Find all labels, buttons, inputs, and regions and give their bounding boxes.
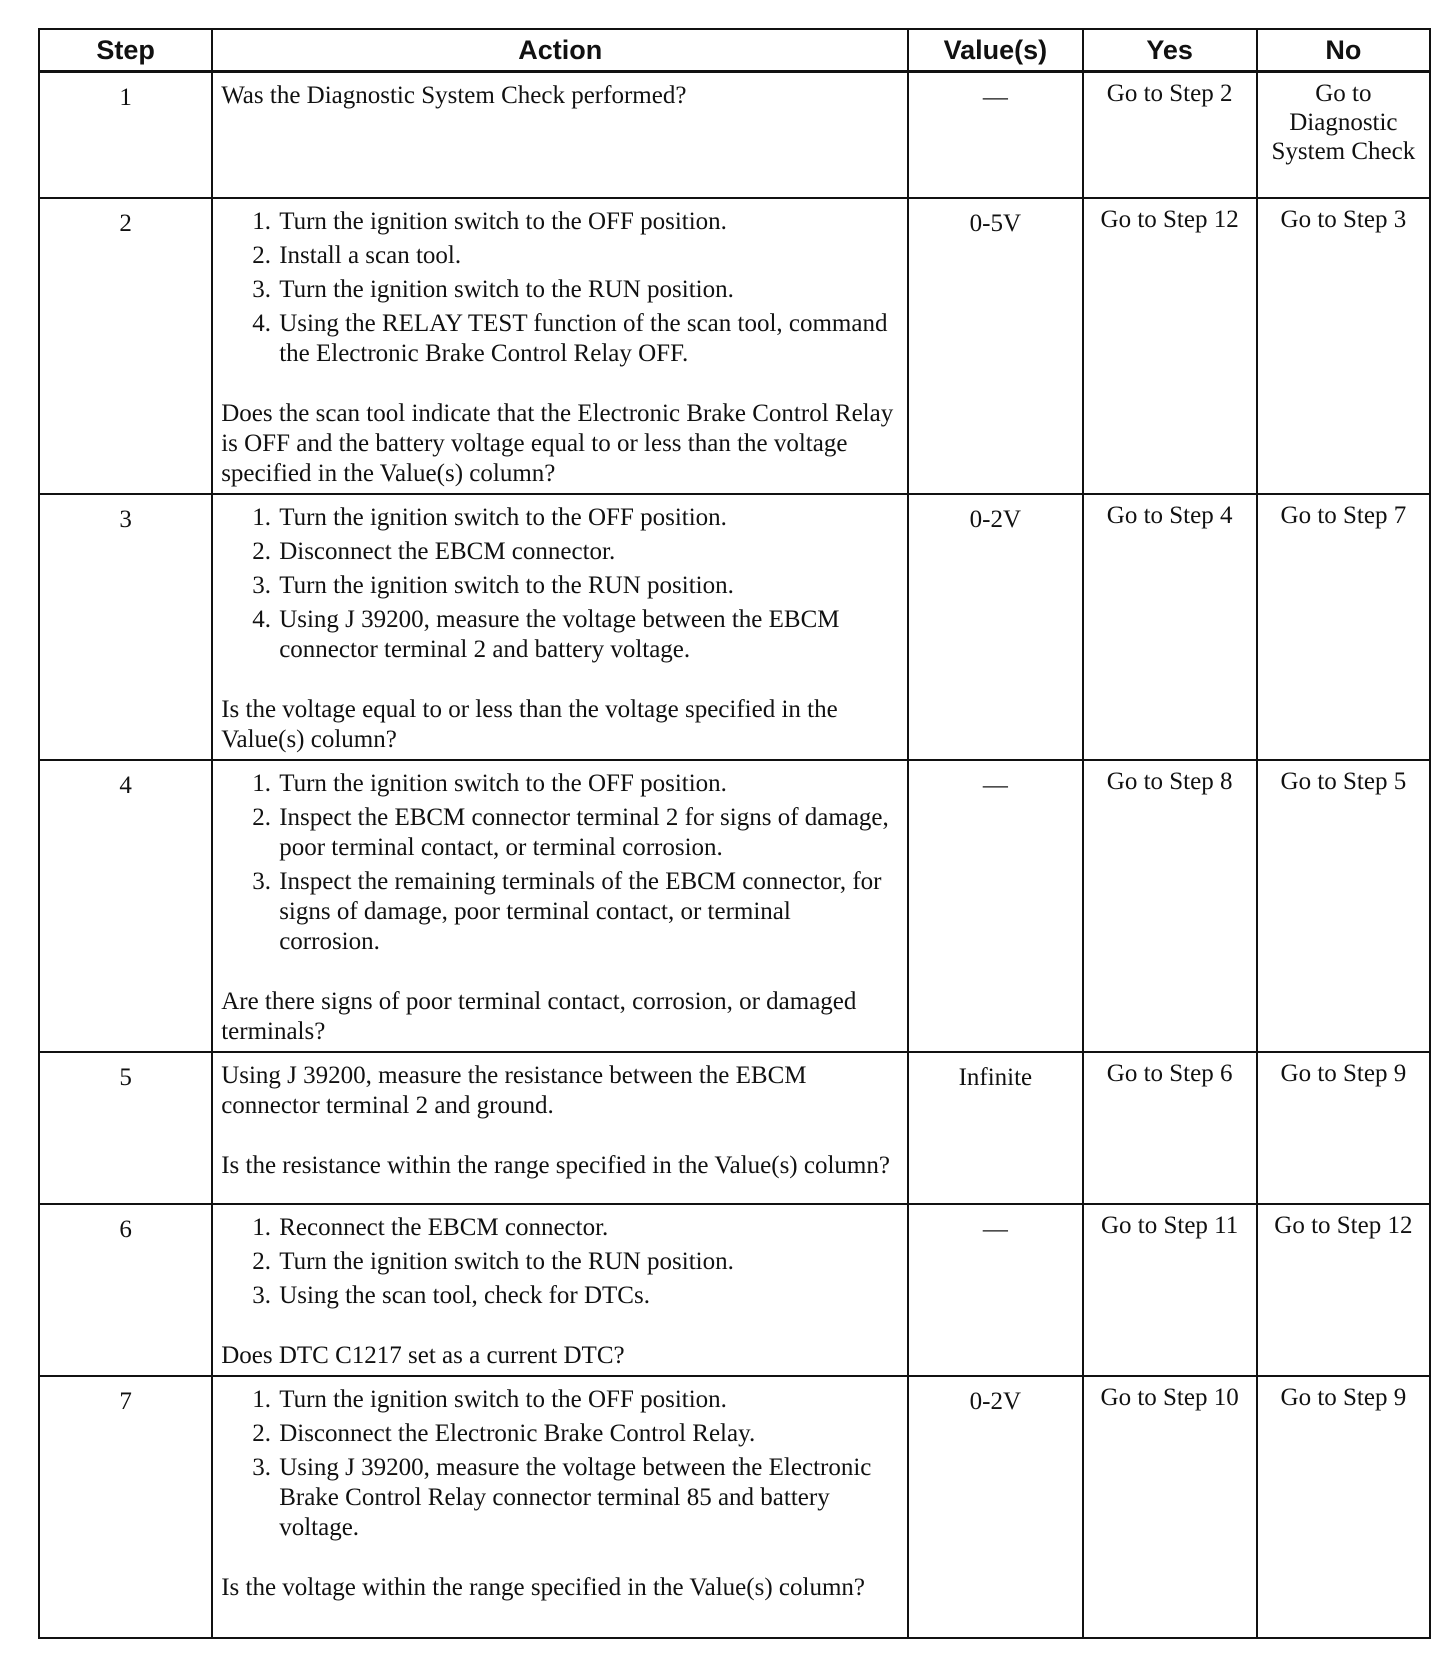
no-cell: Go to Step 7 bbox=[1257, 494, 1430, 760]
step-number: 4 bbox=[39, 760, 212, 1052]
procedure-list bbox=[221, 207, 897, 369]
step-number: 2 bbox=[39, 198, 212, 494]
action-cell bbox=[212, 72, 908, 198]
action-question: Is the voltage within the range specified in the Value(s) column? bbox=[221, 1573, 865, 1601]
value-cell: — bbox=[908, 1204, 1082, 1376]
step-number: 7 bbox=[39, 1376, 212, 1638]
table-row bbox=[39, 198, 1430, 494]
header-step: Step bbox=[39, 29, 212, 72]
action-question: Is the resistance within the range specified in the Value(s) column? bbox=[221, 1151, 890, 1179]
action-instruction: Using J 39200, measure the resistance between the EBCM connector terminal 2 and ground. bbox=[221, 1061, 807, 1119]
step-number: 1 bbox=[39, 72, 212, 198]
action-cell bbox=[212, 198, 908, 494]
procedure-item: 3. Using the scan tool, check for DTCs. bbox=[277, 1281, 897, 1311]
procedure-item: 3. Using J 39200, measure the voltage between the Electronic Brake Control Relay connector terminal 85 and battery voltage. bbox=[277, 1453, 897, 1543]
action-question: Does the scan tool indicate that the Electronic Brake Control Relay is OFF and the battery voltage equal to or less than the voltage specified in the Value(s) column? bbox=[221, 399, 894, 487]
value-cell: Infinite bbox=[908, 1052, 1082, 1204]
no-cell: Go to Step 5 bbox=[1257, 760, 1430, 1052]
no-cell: Go to Step 9 bbox=[1257, 1052, 1430, 1204]
no-cell: Go to Diagnostic System Check bbox=[1257, 72, 1430, 198]
yes-cell: Go to Step 8 bbox=[1083, 760, 1257, 1052]
header-values: Value(s) bbox=[908, 29, 1082, 72]
table-row bbox=[39, 72, 1430, 198]
yes-cell: Go to Step 10 bbox=[1083, 1376, 1257, 1638]
value-cell: 0-2V bbox=[908, 494, 1082, 760]
no-cell: Go to Step 12 bbox=[1257, 1204, 1430, 1376]
procedure-item: 2. Turn the ignition switch to the RUN position. bbox=[277, 1247, 897, 1277]
table-row bbox=[39, 1204, 1430, 1376]
table-row bbox=[39, 1376, 1430, 1638]
procedure-item: 3. Turn the ignition switch to the RUN position. bbox=[277, 571, 897, 601]
procedure-list bbox=[221, 769, 897, 957]
procedure-item: 3. Turn the ignition switch to the RUN position. bbox=[277, 275, 897, 305]
procedure-item: 1. Turn the ignition switch to the OFF position. bbox=[277, 207, 897, 237]
table-row bbox=[39, 760, 1430, 1052]
action-cell bbox=[212, 1052, 908, 1204]
value-cell: 0-5V bbox=[908, 198, 1082, 494]
procedure-item: 2. Disconnect the Electronic Brake Control Relay. bbox=[277, 1419, 897, 1449]
procedure-item: 2. Disconnect the EBCM connector. bbox=[277, 537, 897, 567]
header-action: Action bbox=[212, 29, 908, 72]
action-question: Was the Diagnostic System Check performed? bbox=[221, 82, 687, 109]
step-number: 3 bbox=[39, 494, 212, 760]
yes-cell: Go to Step 11 bbox=[1083, 1204, 1257, 1376]
procedure-item: 1. Turn the ignition switch to the OFF position. bbox=[277, 1385, 897, 1415]
no-cell: Go to Step 3 bbox=[1257, 198, 1430, 494]
action-cell bbox=[212, 1204, 908, 1376]
procedure-item: 3. Inspect the remaining terminals of the EBCM connector, for signs of damage, poor terminal contact, or terminal corrosion. bbox=[277, 867, 897, 957]
action-question: Are there signs of poor terminal contact, corrosion, or damaged terminals? bbox=[221, 987, 857, 1045]
procedure-list bbox=[221, 1385, 897, 1543]
yes-cell: Go to Step 2 bbox=[1083, 72, 1257, 198]
table-header-row bbox=[39, 29, 1430, 72]
step-number: 6 bbox=[39, 1204, 212, 1376]
table-row bbox=[39, 1052, 1430, 1204]
header-no: No bbox=[1257, 29, 1430, 72]
action-question: Does DTC C1217 set as a current DTC? bbox=[221, 1341, 625, 1369]
diagnostic-table bbox=[38, 28, 1431, 1639]
header-yes: Yes bbox=[1083, 29, 1257, 72]
table-row bbox=[39, 494, 1430, 760]
procedure-list bbox=[221, 1213, 897, 1311]
procedure-item: 4. Using J 39200, measure the voltage between the EBCM connector terminal 2 and battery voltage. bbox=[277, 605, 897, 665]
action-cell bbox=[212, 760, 908, 1052]
procedure-item: 1. Reconnect the EBCM connector. bbox=[277, 1213, 897, 1243]
action-question: Is the voltage equal to or less than the voltage specified in the Value(s) column? bbox=[221, 695, 838, 753]
action-cell bbox=[212, 1376, 908, 1638]
value-cell: — bbox=[908, 72, 1082, 198]
step-number: 5 bbox=[39, 1052, 212, 1204]
procedure-item: 1. Turn the ignition switch to the OFF position. bbox=[277, 769, 897, 799]
procedure-list bbox=[221, 503, 897, 665]
value-cell: 0-2V bbox=[908, 1376, 1082, 1638]
procedure-item: 2. Inspect the EBCM connector terminal 2 for signs of damage, poor terminal contact, or terminal corrosion. bbox=[277, 803, 897, 863]
yes-cell: Go to Step 12 bbox=[1083, 198, 1257, 494]
action-cell bbox=[212, 494, 908, 760]
yes-cell: Go to Step 6 bbox=[1083, 1052, 1257, 1204]
procedure-item: 2. Install a scan tool. bbox=[277, 241, 897, 271]
value-cell: — bbox=[908, 760, 1082, 1052]
procedure-item: 1. Turn the ignition switch to the OFF position. bbox=[277, 503, 897, 533]
yes-cell: Go to Step 4 bbox=[1083, 494, 1257, 760]
procedure-item: 4. Using the RELAY TEST function of the scan tool, command the Electronic Brake Control Relay OFF. bbox=[277, 309, 897, 369]
no-cell: Go to Step 9 bbox=[1257, 1376, 1430, 1638]
